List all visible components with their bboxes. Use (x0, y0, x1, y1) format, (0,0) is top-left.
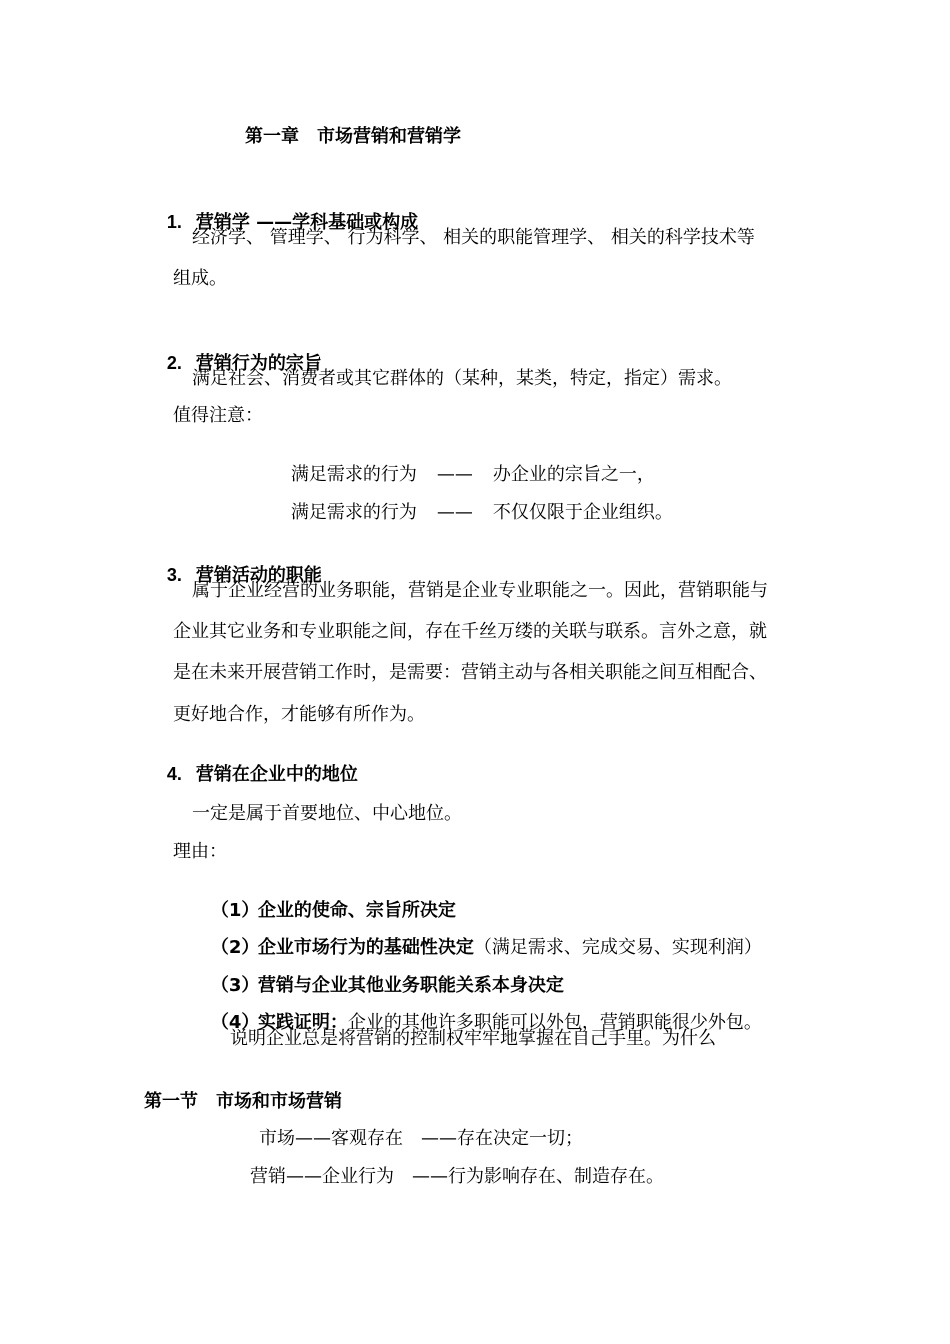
paragraph-line: 说明企业总是将营销的控制权牢牢地掌握在自己手里。为什么 (230, 1028, 716, 1049)
section-number: 1. (166, 212, 182, 232)
reason-number: （2） (210, 937, 260, 958)
section-heading: 营销学 ——学科基础或构成 (195, 212, 419, 233)
paragraph-line: 经济学、 管理学、 行为科学、 相关的职能管理学、 相关的科学技术等 (192, 227, 755, 248)
note-label: 值得注意： (173, 405, 263, 426)
reason-bold-text: 企业的使命、宗旨所决定 (257, 900, 456, 921)
note-item-text: 不仅仅限于企业组织。 (492, 502, 673, 523)
reason-text: （满足需求、完成交易、实现利润） (473, 937, 762, 958)
em-dash: —— (436, 502, 473, 523)
reasons-label: 理由： (173, 841, 227, 862)
note-item-text: 办企业的宗旨之一， (492, 464, 655, 485)
reason-number: （1） (210, 900, 260, 921)
reason-bold-text: 企业市场行为的基础性决定 (257, 937, 474, 958)
reason-number: （3） (210, 975, 260, 996)
section-number: 4. (166, 764, 182, 784)
section-number: 2. (166, 353, 182, 373)
section-heading: 营销行为的宗旨 (195, 353, 322, 374)
reason-bold-text: 实践证明： (257, 1012, 348, 1033)
section-heading: 第一节 市场和市场营销 (144, 1091, 342, 1112)
paragraph-line: 一定是属于首要地位、中心地位。 (192, 803, 462, 824)
chapter-title: 第一章 市场营销和营销学 (245, 126, 461, 147)
note-item-subject: 满足需求的行为 (290, 464, 417, 485)
paragraph-line: 企业其它业务和专业职能之间，存在千丝万缕的关联与联系。言外之意，就 (173, 621, 767, 642)
note-item (268, 480, 673, 546)
note-item-subject: 满足需求的行为 (290, 502, 417, 523)
section-heading: 营销活动的职能 (195, 565, 322, 586)
paragraph-line: 满足社会、消费者或其它群体的（某种，某类，特定，指定）需求。 (192, 368, 732, 389)
em-dash: —— (436, 464, 473, 485)
paragraph-line: 更好地合作，才能够有所作为。 (173, 704, 425, 725)
paragraph-line: 组成。 (173, 268, 227, 289)
paragraph-line: 属于企业经营的业务职能，营销是企业专业职能之一。因此，营销职能与 (192, 580, 768, 601)
section-heading: 营销在企业中的地位 (195, 764, 358, 785)
reason-number: （4） (210, 1012, 260, 1033)
reason-text: 企业的其他许多职能可以外包，营销职能很少外包。 (347, 1012, 762, 1033)
paragraph-line: 市场——客观存在 ——存在决定一切； (259, 1128, 583, 1149)
paragraph-line: 营销——企业行为 ——行为影响存在、制造存在。 (250, 1166, 664, 1187)
reason-bold-text: 营销与企业其他业务职能关系本身决定 (257, 975, 564, 996)
section-4-heading-row (144, 741, 358, 808)
section-number: 3. (166, 565, 182, 585)
paragraph-line: 是在未来开展营销工作时，是需要：营销主动与各相关职能之间互相配合、 (173, 662, 767, 683)
